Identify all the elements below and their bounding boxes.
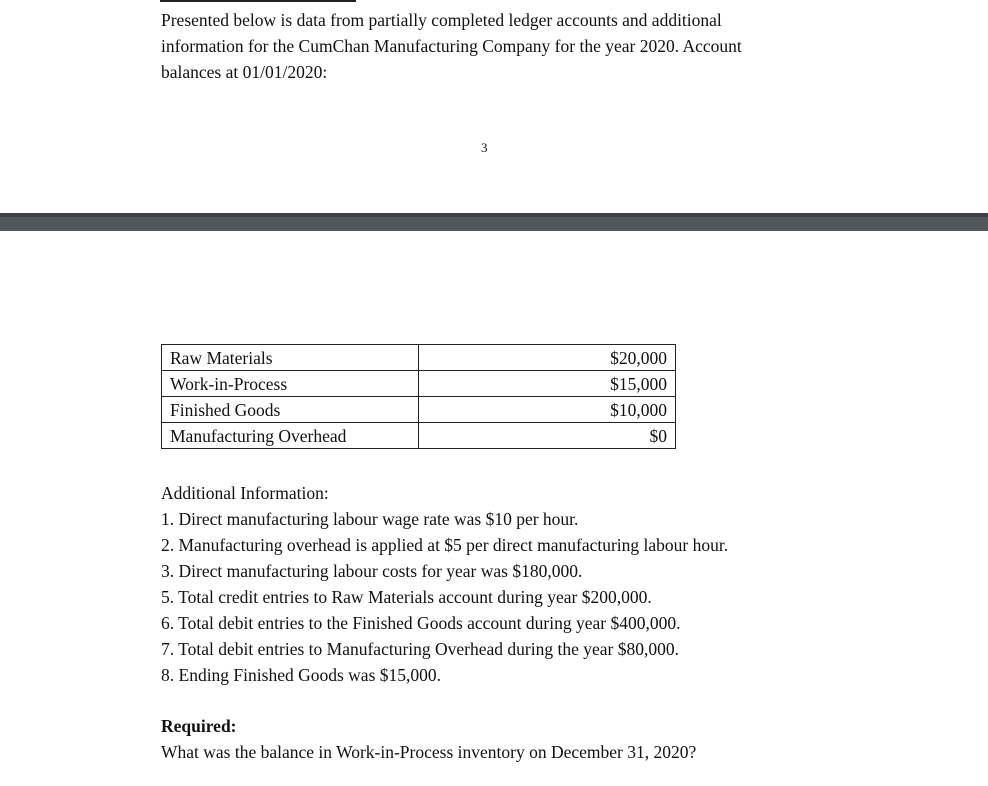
account-balance: $20,000 <box>419 345 676 371</box>
table-row <box>162 371 676 397</box>
table-row <box>162 345 676 371</box>
account-name: Manufacturing Overhead <box>162 423 419 449</box>
required-question: What was the balance in Work-in-Process inventory on December 31, 2020? <box>161 742 697 762</box>
account-balance: $15,000 <box>419 371 676 397</box>
account-balance: $10,000 <box>419 397 676 423</box>
account-name: Finished Goods <box>162 397 419 423</box>
required-section <box>161 713 921 765</box>
intro-paragraph: Presented below is data from partially completed ledger accounts and additional information for the CumChan Manufacturing Company for the year 2020. Account balances at 01/01/2020: <box>161 10 742 82</box>
required-heading: Required: <box>161 716 237 736</box>
table-row <box>162 397 676 423</box>
list-item: 1. Direct manufacturing labour wage rate was $10 per hour. <box>161 509 579 529</box>
list-item: 6. Total debit entries to the Finished Goods account during year $400,000. <box>161 613 681 633</box>
list-item: 8. Ending Finished Goods was $15,000. <box>161 665 441 685</box>
top-rule <box>160 0 356 2</box>
list-item: 3. Direct manufacturing labour costs for year was $180,000. <box>161 561 583 581</box>
list-item: 7. Total debit entries to Manufacturing Overhead during the year $80,000. <box>161 639 679 659</box>
page-divider-shadow <box>0 213 988 217</box>
account-balance: $0 <box>419 423 676 449</box>
account-name: Raw Materials <box>162 345 419 371</box>
account-name: Work-in-Process <box>162 371 419 397</box>
additional-heading: Additional Information: <box>161 483 329 503</box>
list-item: 2. Manufacturing overhead is applied at $5 per direct manufacturing labour hour. <box>161 535 729 555</box>
page-number: 3 <box>481 140 488 155</box>
additional-information <box>161 480 921 688</box>
table-row <box>162 423 676 449</box>
list-item: 5. Total credit entries to Raw Materials account during year $200,000. <box>161 587 652 607</box>
account-balances-table <box>161 344 676 449</box>
